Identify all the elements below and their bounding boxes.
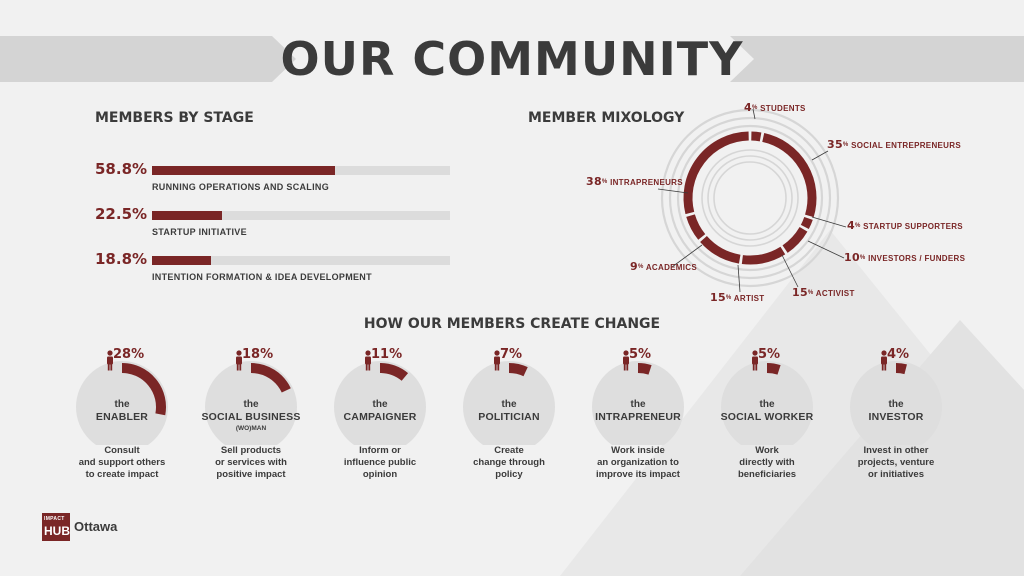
gauge-arc [509,368,526,372]
stage-bar-track [152,166,450,175]
change-description [62,445,182,481]
change-description-line: Work inside [611,445,665,456]
mix-value: 9 [630,260,638,273]
mix-value: 38 [586,175,602,188]
mix-value: 35 [827,138,843,151]
mix-unit: % [842,142,849,148]
change-description [578,445,698,481]
change-article: the [888,399,904,410]
stage-category-label: INTENTION FORMATION & IDEA DEVELOPMENT [152,272,372,282]
change-role-name: POLITICIAN [478,411,540,423]
mix-label [844,253,965,264]
mix-segment [805,218,809,227]
change-item [195,345,307,485]
stage-percent-label: 58.8% [95,160,148,178]
change-item [66,345,178,485]
gauge-arc [638,368,650,370]
change-role-name: SOCIAL BUSINESS [201,411,301,423]
change-role-name: ENABLER [95,411,149,423]
mix-unit: % [807,290,814,296]
change-article: the [114,399,130,410]
logo-top-text: IMPACT [44,516,65,522]
gauge-arc [767,368,779,370]
decorative-ring [670,118,830,278]
stage-bar-track [152,211,450,220]
change-item [324,345,436,485]
change-percent-label: 11% [371,347,403,362]
stage-row [95,160,455,196]
change-percent-label: 5% [629,347,652,362]
change-description-line: or initiatives [868,469,924,480]
mix-category: SOCIAL ENTREPRENEURS [848,141,961,150]
decorative-ring [678,126,822,270]
mix-unit: % [725,295,732,301]
change-percent-label: 4% [887,347,910,362]
logo-hub-text: HUB [44,524,70,538]
mix-unit: % [601,179,608,185]
mix-value: 15 [792,286,808,299]
impact-hub-logo [42,513,70,541]
stage-bar [152,211,222,220]
change-item [840,345,952,485]
change-description-line: improve its impact [596,469,680,480]
change-article: the [759,399,775,410]
change-description-line: projects, venture [857,457,935,468]
mix-label [630,262,697,273]
change-description-line: Sell products [220,445,282,456]
change-percent-label: 18% [242,347,274,362]
stage-percent-label: 22.5% [95,205,148,223]
decorative-ring [708,156,792,240]
mix-category: STUDENTS [757,104,806,113]
mix-value: 4 [847,219,855,232]
change-description-line: policy [495,469,523,480]
change-role-name: INVESTOR [868,411,924,423]
change-item [711,345,823,485]
change-article: the [243,399,259,410]
change-article: the [501,399,517,410]
stage-percent-label: 18.8% [95,250,148,268]
mix-category: INVESTORS / FUNDERS [865,254,966,263]
change-description-line: opinion [362,469,398,480]
mix-category: ACADEMICS [643,263,697,272]
stage-row [95,205,455,241]
mix-segment [785,229,803,249]
change-percent-label: 7% [500,347,523,362]
mixology-ring [560,95,1000,315]
mix-category: ARTIST [731,294,765,303]
mix-category: STARTUP SUPPORTERS [860,222,963,231]
change-description-line: to create impact [85,469,159,480]
mix-label [827,140,961,151]
change-description-line: Invest in other [863,445,929,456]
page-title: OUR COMMUNITY [280,32,744,86]
stage-category-label: STARTUP INITIATIVE [152,227,247,237]
mix-unit: % [637,264,644,270]
mix-unit: % [859,255,866,261]
mix-segment [751,136,760,137]
change-description-line: Create [494,445,524,456]
change-description [707,445,827,481]
change-description-line: influence public [343,457,417,468]
decorative-ring [702,150,798,246]
mix-segment [742,251,782,260]
mix-label [710,293,764,304]
mix-value: 15 [710,291,726,304]
logo-city-text: Ottawa [74,519,118,534]
change-description-line: Consult [104,445,140,456]
mix-label [792,288,855,299]
gauge-arc [896,368,906,369]
change-description-line: beneficiaries [737,469,797,480]
mix-value: 4 [744,101,752,114]
change-description [191,445,311,481]
decorative-ring [714,162,786,234]
change-percent-label: 5% [758,347,781,362]
change-role-name: CAMPAIGNER [343,411,417,423]
change-section-title: HOW OUR MEMBERS CREATE CHANGE [363,316,661,332]
change-description [449,445,569,481]
change-description-line: Inform or [359,445,401,456]
mix-label [744,103,806,114]
mix-label [847,221,963,232]
change-description-line: and support others [78,457,166,468]
change-description-line: positive impact [216,469,286,480]
mix-value: 10 [844,251,860,264]
mix-category: ACTIVIST [813,289,855,298]
change-description-line: directly with [739,457,795,468]
mix-segment [763,137,812,215]
change-description [320,445,440,481]
change-article: the [372,399,388,410]
change-article: the [630,399,646,410]
change-description [836,445,956,481]
stage-row [95,250,455,286]
change-percent-label: 28% [113,347,145,362]
change-description-line: an organization to [597,457,679,468]
mix-segment [691,216,702,237]
change-role-name: INTRAPRENEUR [595,411,681,423]
mixology-chart [560,95,1000,315]
stage-bar [152,256,211,265]
change-item [582,345,694,485]
mix-unit: % [751,105,758,111]
mix-section-title: MEMBER MIXOLOGY [528,110,685,126]
change-role-subtitle: (WO)MAN [235,425,267,432]
stage-section-title: MEMBERS BY STAGE [95,110,254,126]
stage-bar-track [152,256,450,265]
change-item [453,345,565,485]
mix-category: INTRAPRENEURS [607,178,683,187]
change-description-line: Work [755,445,779,456]
change-description-line: or services with [215,457,287,468]
stage-category-label: RUNNING OPERATIONS AND SCALING [152,182,330,192]
change-role-name: SOCIAL WORKER [720,411,814,423]
change-description-line: change through [473,457,545,468]
stage-bar [152,166,335,175]
mix-label [586,177,683,188]
mix-unit: % [854,223,861,229]
